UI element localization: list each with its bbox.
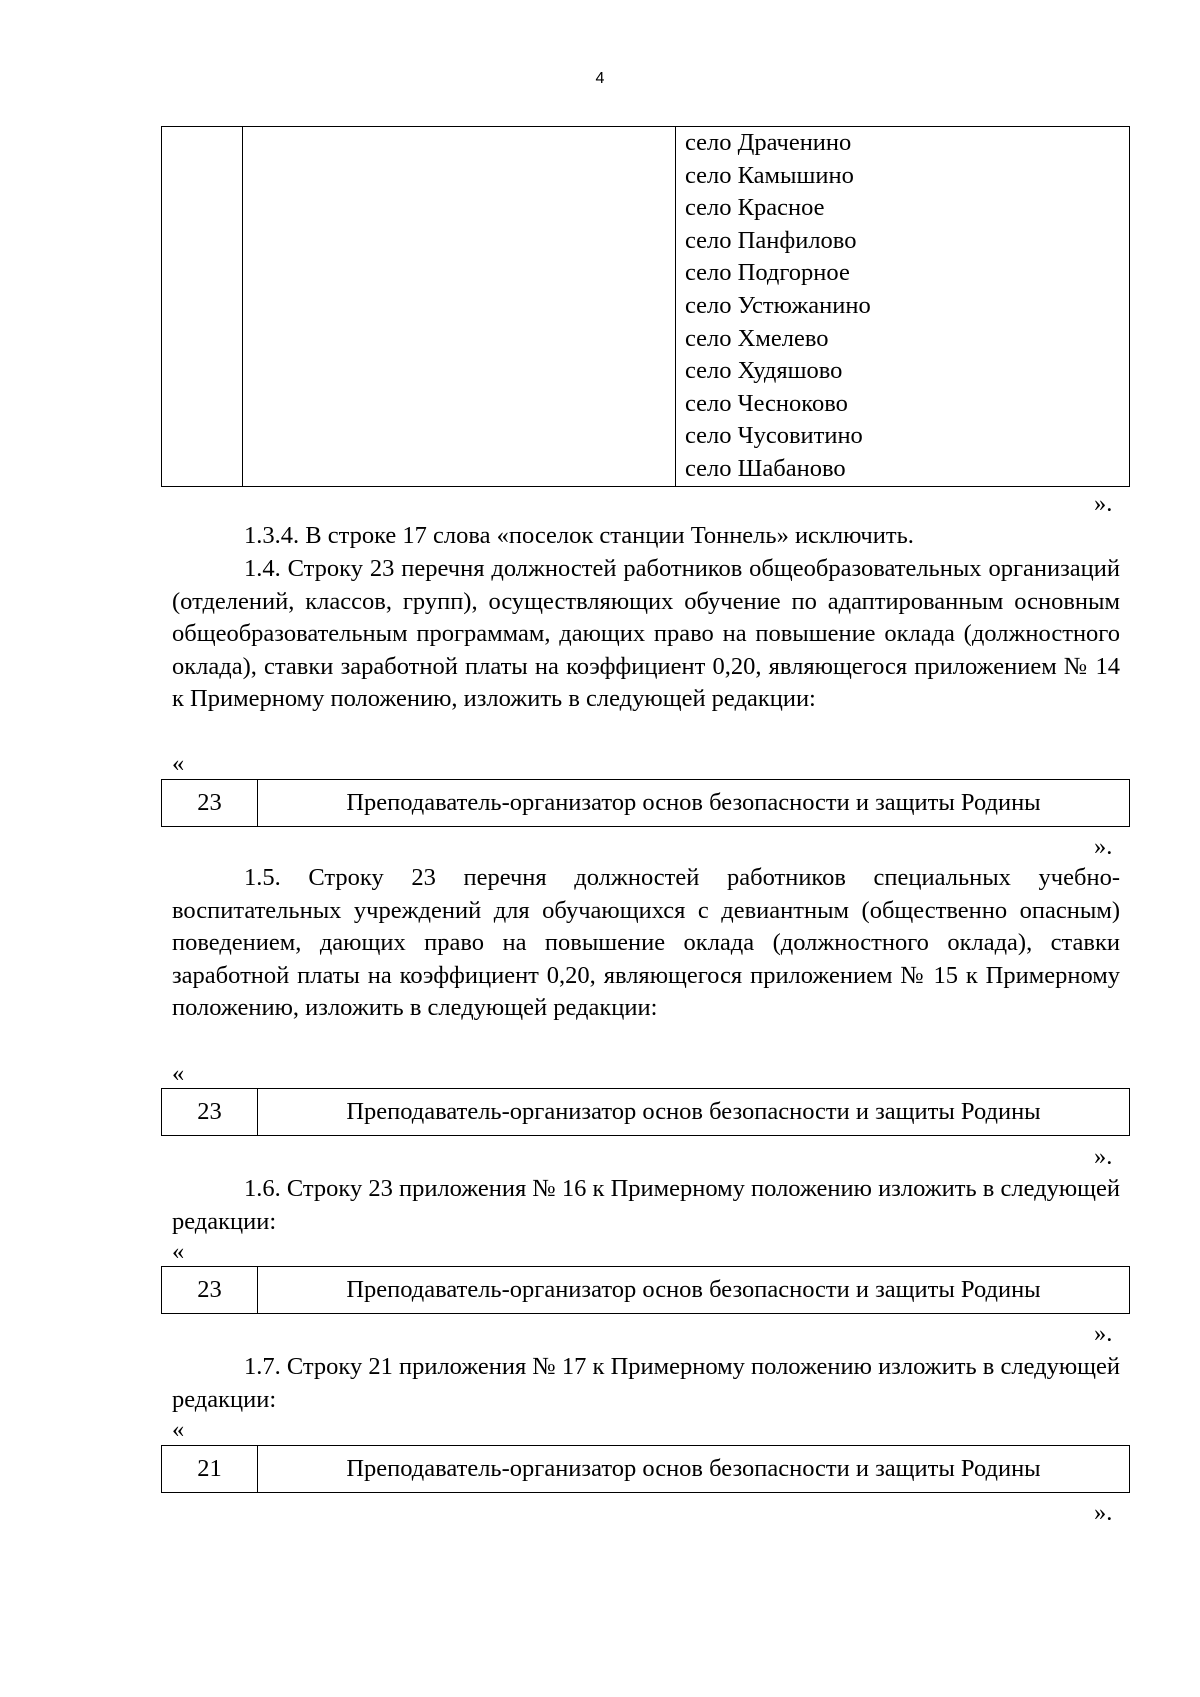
villages-list bbox=[676, 127, 1130, 487]
list-item: село Устюжанино bbox=[685, 291, 871, 319]
page-number: 4 bbox=[595, 70, 605, 87]
replacement-row-table bbox=[161, 1088, 1130, 1136]
list-item: село Шабаново bbox=[685, 454, 846, 482]
opening-quote: « bbox=[172, 1238, 185, 1265]
row-number: 21 bbox=[162, 1446, 258, 1493]
list-item: село Чусовитино bbox=[685, 422, 863, 450]
villages-table bbox=[161, 126, 1130, 487]
closing-quote: ». bbox=[1094, 1320, 1113, 1347]
closing-quote: ». bbox=[1094, 833, 1113, 860]
list-item: село Панфилово bbox=[685, 226, 857, 254]
list-item: село Драченино bbox=[685, 129, 852, 156]
list-item: село Хмелево bbox=[685, 324, 829, 352]
list-item: село Подгорное bbox=[685, 259, 850, 287]
list-item: село Красное bbox=[685, 194, 825, 222]
list-item: село Чесноково bbox=[685, 389, 848, 417]
list-item: село Камышино bbox=[685, 161, 854, 189]
paragraph-1-4: 1.4. Строку 23 перечня должностей работников общеобразовательных организаций (отделений, классов, групп), осуществляющих обучение по адаптированным основным общеобразовательным программам, дающих право на повышение оклада (должностного оклада), ставки заработной платы на коэффициент 0,20, являющегося приложением № 14 к Примерному положению, изложить в следующей редакции: bbox=[172, 555, 1120, 713]
table-row bbox=[162, 780, 1130, 827]
position-title: Преподаватель-организатор основ безопасности и защиты Родины bbox=[258, 1267, 1130, 1314]
closing-quote: ». bbox=[1094, 490, 1113, 517]
row-number: 23 bbox=[162, 1267, 258, 1314]
position-title: Преподаватель-организатор основ безопасности и защиты Родины bbox=[258, 780, 1130, 827]
closing-quote: ». bbox=[1094, 1499, 1113, 1526]
table-row bbox=[162, 127, 1130, 487]
row-number: 23 bbox=[162, 780, 258, 827]
paragraph-1-3-4: 1.3.4. В строке 17 слова «поселок станции Тоннель» исключить. bbox=[244, 522, 914, 549]
opening-quote: « bbox=[172, 750, 185, 777]
replacement-row-table bbox=[161, 779, 1130, 827]
table-row bbox=[162, 1446, 1130, 1493]
position-title: Преподаватель-организатор основ безопасности и защиты Родины bbox=[258, 1446, 1130, 1493]
closing-quote: ». bbox=[1094, 1143, 1113, 1170]
list-item: село Худяшово bbox=[685, 357, 843, 385]
paragraph-1-7: 1.7. Строку 21 приложения № 17 к Примерному положению изложить в следующей редакции: bbox=[172, 1353, 1120, 1413]
table-row bbox=[162, 1089, 1130, 1136]
table-row bbox=[162, 1267, 1130, 1314]
position-title: Преподаватель-организатор основ безопасности и защиты Родины bbox=[258, 1089, 1130, 1136]
replacement-row-table bbox=[161, 1445, 1130, 1493]
row-number: 23 bbox=[162, 1089, 258, 1136]
paragraph-1-6: 1.6. Строку 23 приложения № 16 к Примерному положению изложить в следующей редакции: bbox=[172, 1175, 1120, 1235]
opening-quote: « bbox=[172, 1416, 185, 1443]
replacement-row-table bbox=[161, 1266, 1130, 1314]
paragraph-1-5: 1.5. Строку 23 перечня должностей работников специальных учебно-воспитательных учреждений для обучающихся с девиантным (общественно опасным) поведением, дающих право на повышение оклада (должностного оклада), ставки заработной платы на коэффициент 0,20, являющегося приложением № 15 к Примерному положению, изложить в следующей редакции: bbox=[172, 864, 1120, 1022]
table-cell-empty bbox=[243, 127, 676, 487]
table-cell-empty bbox=[162, 127, 243, 487]
opening-quote: « bbox=[172, 1060, 185, 1087]
